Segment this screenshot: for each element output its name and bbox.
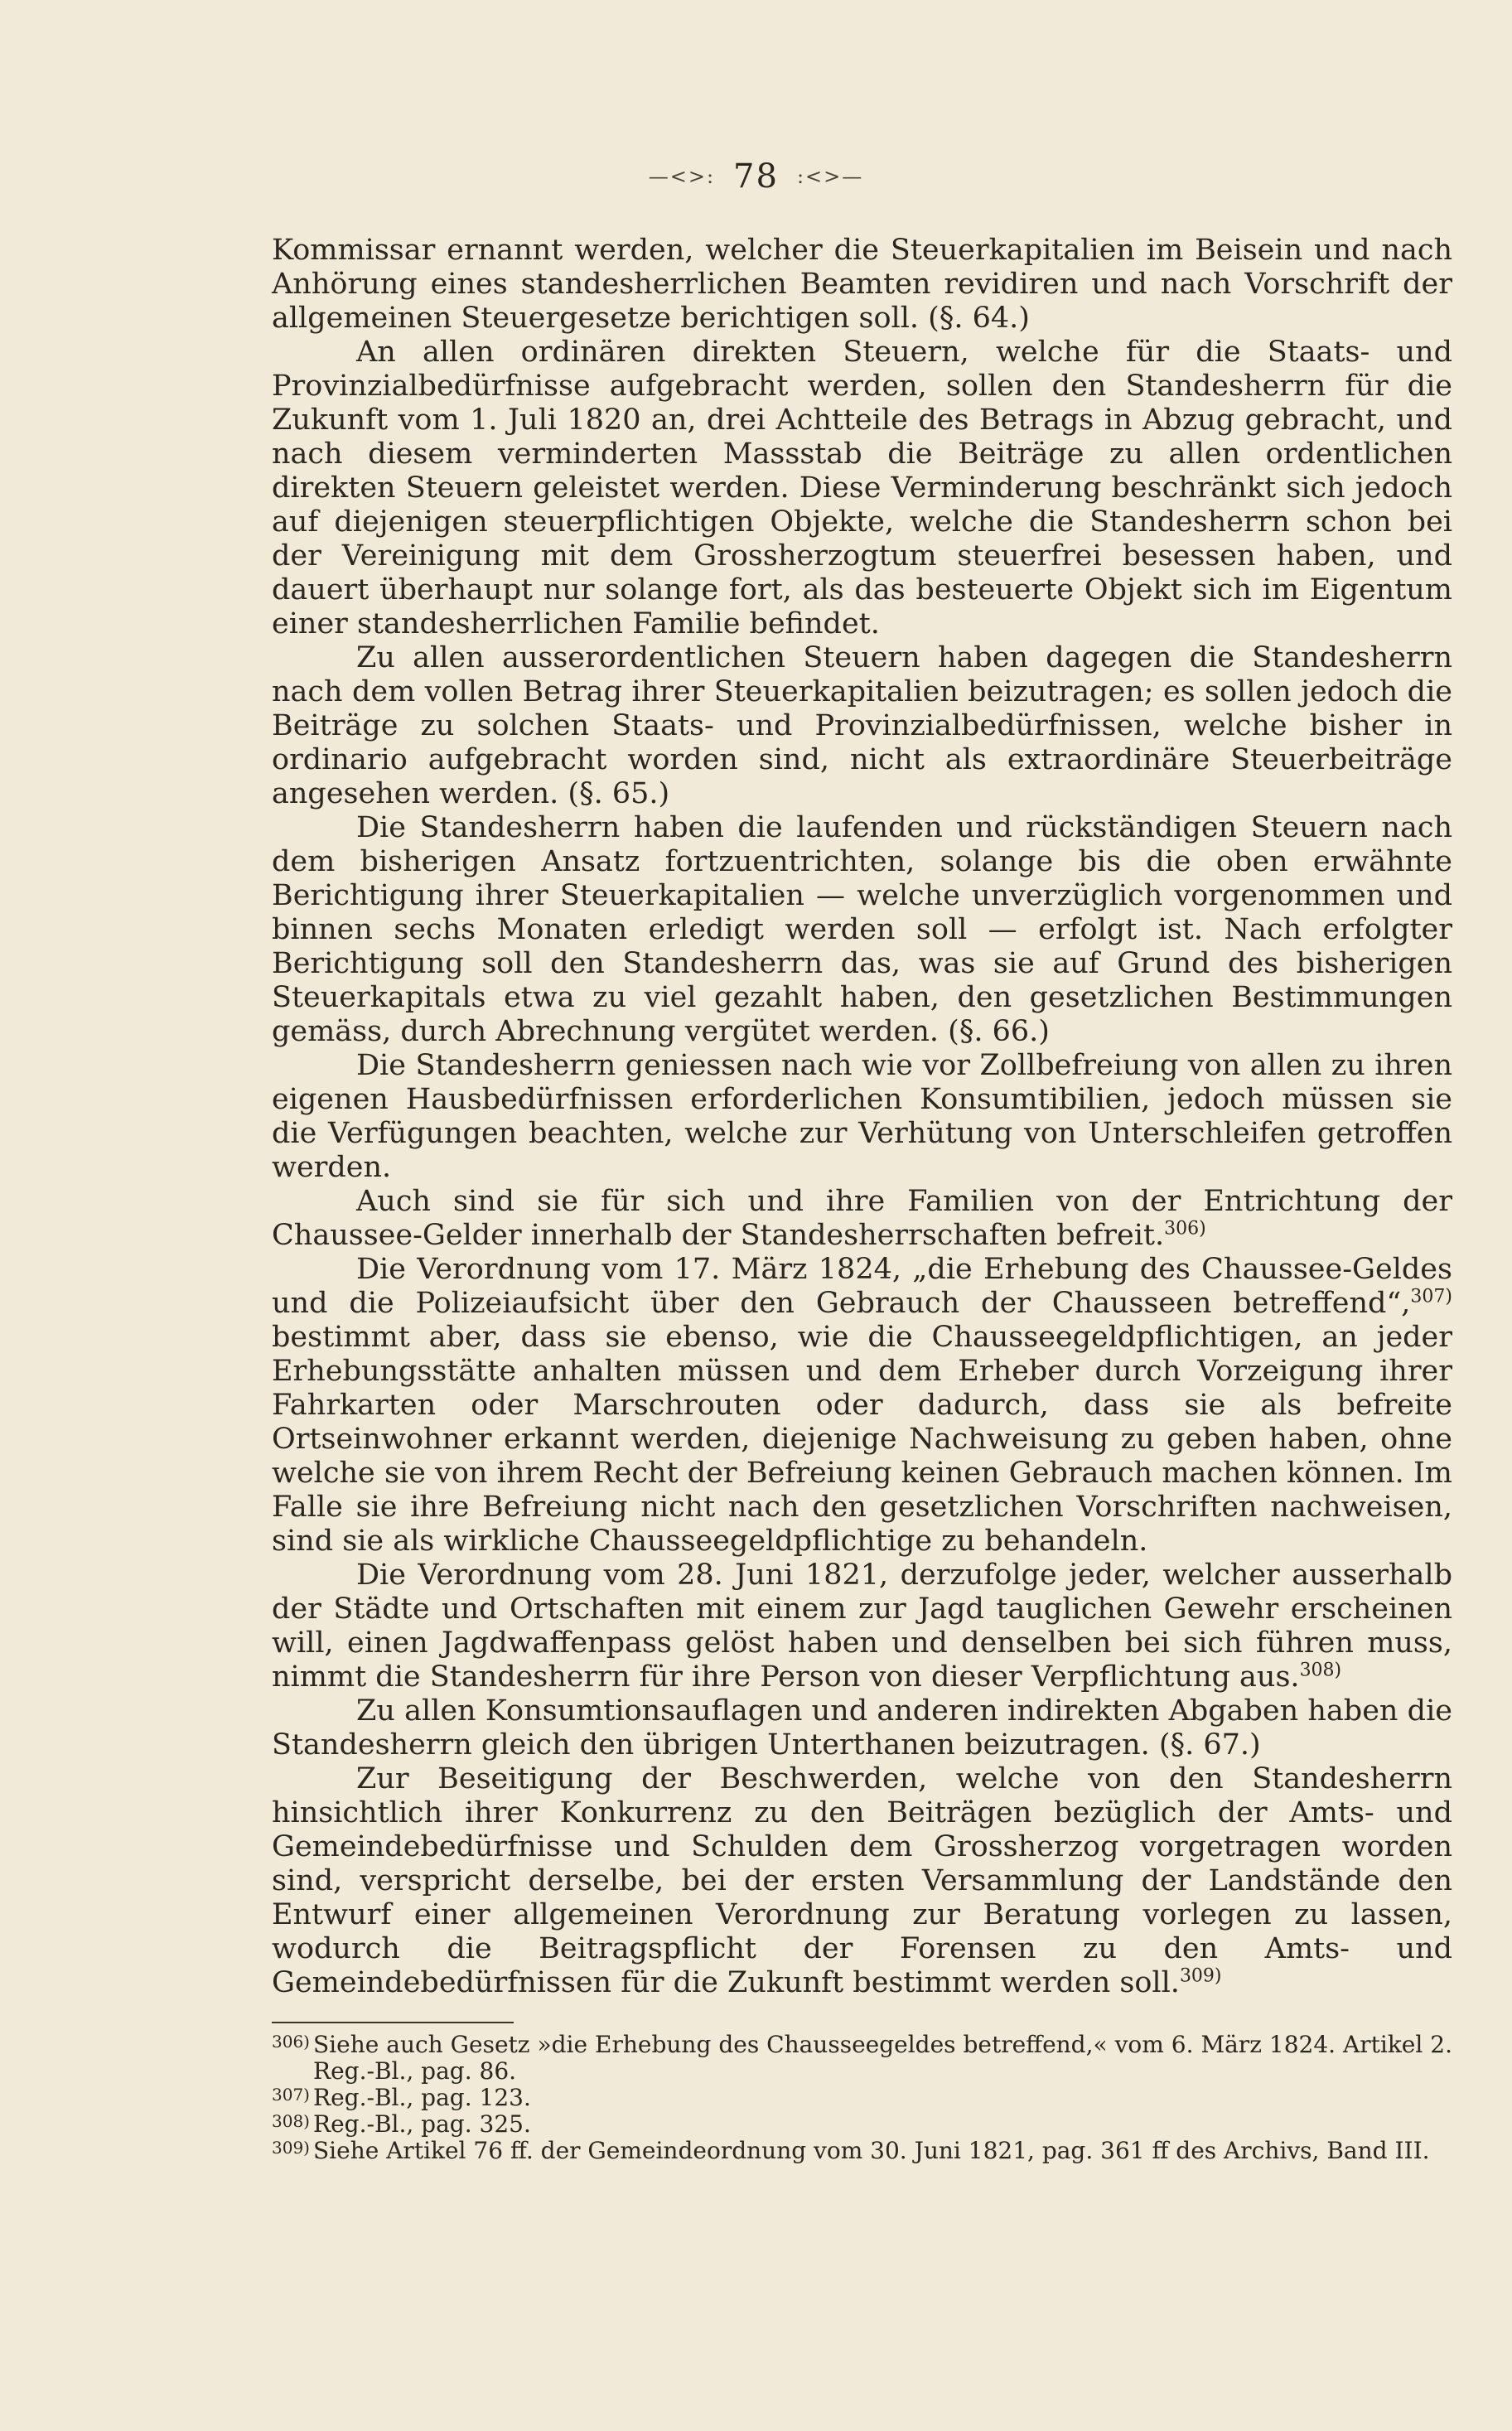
footnote-ref: 308) [1299, 1660, 1342, 1681]
paragraph: Die Standesherrn haben die laufenden und rückständigen Steuern nach dem bisherigen Ansatz fortzuentrichten, solange bis die oben erwähnte Berichtigung ihrer Steuerkapitalien — welche unverzüglich vorgenommen und binnen sechs Monaten erledigt werden soll — erfolgt ist. Nach erfolgter Berichtigung soll den Standesherrn das, was sie auf Grund des bisherigen Steuerkapitals etwa zu viel gezahlt haben, den gesetzlichen Bestimmungen gemäss, durch Abrechnung vergütet werden. (§. 66.) [272, 811, 1452, 1048]
ornament-left: —<>: [648, 165, 716, 188]
page-number: 78 [733, 157, 779, 196]
footnote [272, 2032, 1452, 2085]
footnote [272, 2085, 1452, 2111]
footnote [272, 2111, 1452, 2138]
page-header [0, 157, 1512, 196]
paragraph: Die Verordnung vom 17. März 1824, „die Erhebung des Chaussee-Geldes und die Polizeiaufsicht über den Gebrauch der Chausseen betreffend“,$^{307)}$ bestimmt aber, dass sie ebenso, wie die Chausseegeldpflichtigen, an jeder Erhebungsstätte anhalten müssen und dem Erheber durch Vorzeigung ihrer Fahrkarten oder Marschrouten oder dadurch, dass sie als befreite Ortseinwohner erkannt werden, diejenige Nachweisung zu geben haben, ohne welche sie von ihrem Recht der Befreiung keinen Gebrauch machen können. Im Falle sie ihre Befreiung nicht nach den gesetzlichen Vorschriften nachweisen, sind sie als wirkliche Chausseegeldpflichtige zu behandeln. [272, 1253, 1452, 1558]
paragraph: An allen ordinären direkten Steuern, welche für die Staats- und Provinzialbedürfnisse aufgebracht werden, sollen den Standesherrn für die Zukunft vom 1. Juli 1820 an, drei Achtteile des Betrags in Abzug gebracht, und nach diesem verminderten Massstab die Beiträge zu allen ordentlichen direkten Steuern geleistet werden. Diese Verminderung beschränkt sich jedoch auf diejenigen steuerpflichtigen Objekte, welche die Standesherrn schon bei der Vereinigung mit dem Grossherzogtum steuerfrei besessen haben, und dauert überhaupt nur solange fort, als das besteuerte Objekt sich im Eigentum einer standesherrlichen Familie befindet. [272, 336, 1452, 640]
paragraph: Zu allen Konsumtionsauflagen und anderen indirekten Abgaben haben die Standesherrn gleich den übrigen Unterthanen beizutragen. (§. 67.) [272, 1694, 1452, 1762]
paragraph: Die Standesherrn geniessen nach wie vor Zollbefreiung von allen zu ihren eigenen Hausbedürfnissen erforderlichen Konsumtibilien, jedoch müssen sie die Verfügungen beachten, welche zur Verhütung von Unterschleifen getroffen werden. [272, 1049, 1452, 1184]
footnote-text: Siehe Artikel 76 ff. der Gemeindeordnung vom 30. Juni 1821, pag. 361 ff des Archivs, Band III. [313, 2137, 1430, 2164]
paragraph: Die Verordnung vom 28. Juni 1821, derzufolge jeder, welcher ausserhalb der Städte und Ortschaften mit einem zur Jagd tauglichen Gewehr erscheinen will, einen Jagdwaffenpass gelöst haben und denselben bei sich führen muss, nimmt die Standesherrn für ihre Person von dieser Verpflichtung aus.$^{308)}$ [272, 1559, 1452, 1694]
paragraph: Kommissar ernannt werden, welcher die Steuerkapitalien im Beisein und nach Anhörung eines standesherrlichen Beamten revidiren und nach Vorschrift der allgemeinen Steuergesetze berichtigen soll. (§. 64.) [272, 234, 1452, 335]
footnote-ref: 309) [1179, 1965, 1222, 1987]
footnote-ref: 307) [1410, 1286, 1452, 1307]
footnote [272, 2138, 1452, 2164]
footnotes [272, 2032, 1452, 2164]
footnote-ref: 306) [1164, 1218, 1206, 1240]
paragraph: Auch sind sie für sich und ihre Familien von der Entrichtung der Chaussee-Gelder innerhalb der Standesherrschaften befreit.$^{306)}$ [272, 1185, 1452, 1252]
footnote-number: 307) [272, 2085, 310, 2105]
body-text [272, 234, 1452, 2000]
paragraph: Zur Beseitigung der Beschwerden, welche von den Standesherrn hinsichtlich ihrer Konkurrenz zu den Beiträgen bezüglich der Amts- und Gemeindebedürfnisse und Schulden dem Grossherzog vorgetragen worden sind, verspricht derselbe, bei der ersten Versammlung der Landstände den Entwurf einer allgemeinen Verordnung zur Beratung vorlegen zu lassen, wodurch die Beitragspflicht der Forensen zu den Amts- und Gemeindebedürfnissen für die Zukunft bestimmt werden soll.$^{309)}$ [272, 1762, 1452, 1999]
footnote-text: Reg.-Bl., pag. 325. [313, 2110, 531, 2138]
paragraph: Zu allen ausserordentlichen Steuern haben dagegen die Standesherrn nach dem vollen Betrag ihrer Steuerkapitalien beizutragen; es sollen jedoch die Beiträge zu solchen Staats- und Provinzialbedürfnissen, welche bisher in ordinario aufgebracht worden sind, nicht als extraordinäre Steuerbeiträge angesehen werden. (§. 65.) [272, 641, 1452, 810]
footnote-text: Reg.-Bl., pag. 123. [313, 2084, 531, 2111]
ornament-right: :<>— [796, 165, 864, 188]
footnote-number: 309) [272, 2138, 310, 2158]
footnote-number: 308) [272, 2111, 310, 2131]
footnote-divider [272, 2022, 514, 2023]
footnote-text: Siehe auch Gesetz »die Erhebung des Chausseegeldes betreffend,« vom 6. März 1824. Artikel 2. Reg.-Bl., pag. 86. [313, 2031, 1452, 2085]
footnote-number: 306) [272, 2032, 310, 2052]
